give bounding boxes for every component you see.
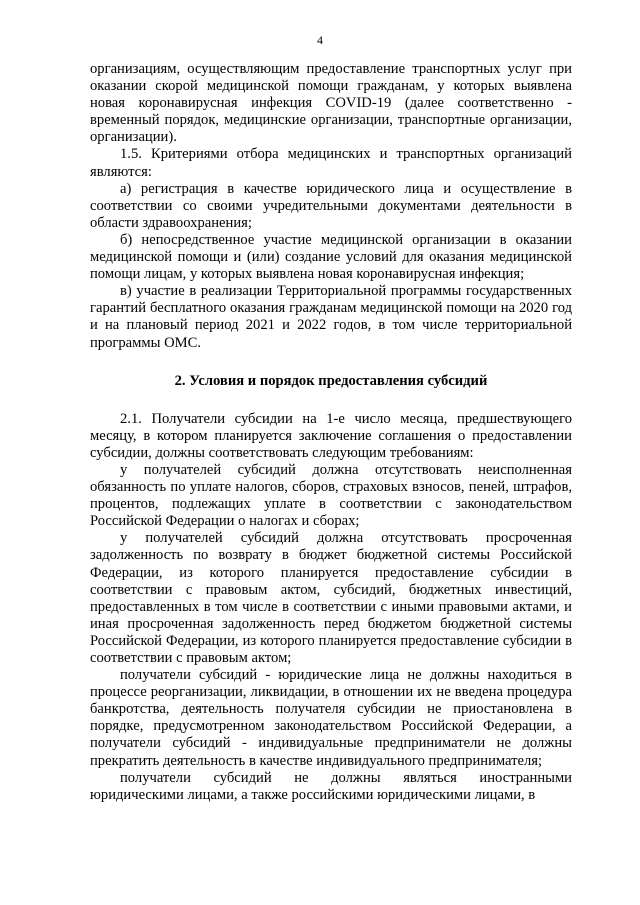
document-body <box>90 61 572 804</box>
page-number: 4 <box>317 33 323 47</box>
requirement-foreign-entities: получатели субсидий не должны являться иностранными юридическими лицами, а также российскими юридическими лицами, в <box>90 769 572 803</box>
paragraph-continuation: организациям, осуществляющим предоставление транспортных услуг при оказании скорой медицинской помощи гражданам, у которых выявлена новая коронавирусная инфекция COVID-19 (далее соответственно - временный порядок, медицинские организации, транспортные организации, организации). <box>90 61 572 146</box>
requirement-reorganization: получатели субсидий - юридические лица не должны находиться в процессе реорганизации, ликвидации, в отношении их не введена процедура банкротства, деятельность получателя субсидии не приостановлена в порядке, предусмотренном законодательством Российской Федерации, а получатели субсидий - индивидуальные предприниматели не должны прекратить деятельность в качестве индивидуального предпринимателя; <box>90 667 572 769</box>
criterion-c: в) участие в реализации Территориальной программы государственных гарантий бесплатного оказания гражданам медицинской помощи на 2020 год и на плановый период 2021 и 2022 годов, в том числе территориальной программы ОМС. <box>90 283 572 351</box>
paragraph-2-1: 2.1. Получатели субсидии на 1-е число месяца, предшествующего месяцу, в котором планируется заключение соглашения о предоставлении субсидии, должны соответствовать следующим требованиям: <box>90 410 572 461</box>
criterion-a: а) регистрация в качестве юридического лица и осуществление в соответствии со своими учредительными документами деятельности в области здравоохранения; <box>90 180 572 231</box>
requirement-debt: у получателей субсидий должна отсутствовать просроченная задолженность по возврату в бюджет бюджетной системы Российской Федерации, из которого планируется предоставление субсидии в соответствии с правовым актом, субсидий, бюджетных инвестиций, предоставленных в том числе в соответствии с иными правовыми актами, и иная просроченная задолженность перед бюджетом бюджетной системы Российской Федерации, из которого планируется предоставление субсидии в соответствии с правовым актом; <box>90 530 572 666</box>
paragraph-selection-criteria: 1.5. Критериями отбора медицинских и транспортных организаций являются: <box>90 146 572 180</box>
section-heading: 2. Условия и порядок предоставления субсидий <box>174 372 488 389</box>
criterion-b: б) непосредственное участие медицинской организации в оказании медицинской помощи и (или) создание условий для оказания медицинской помощи лицам, у которых выявлена новая коронавирусная инфекция; <box>90 231 572 283</box>
requirement-taxes: у получателей субсидий должна отсутствовать неисполненная обязанность по уплате налогов, сборов, страховых взносов, пеней, штрафов, процентов, подлежащих уплате в соответствии с законодательством Российской Федерации о налогах и сборах; <box>90 461 572 530</box>
